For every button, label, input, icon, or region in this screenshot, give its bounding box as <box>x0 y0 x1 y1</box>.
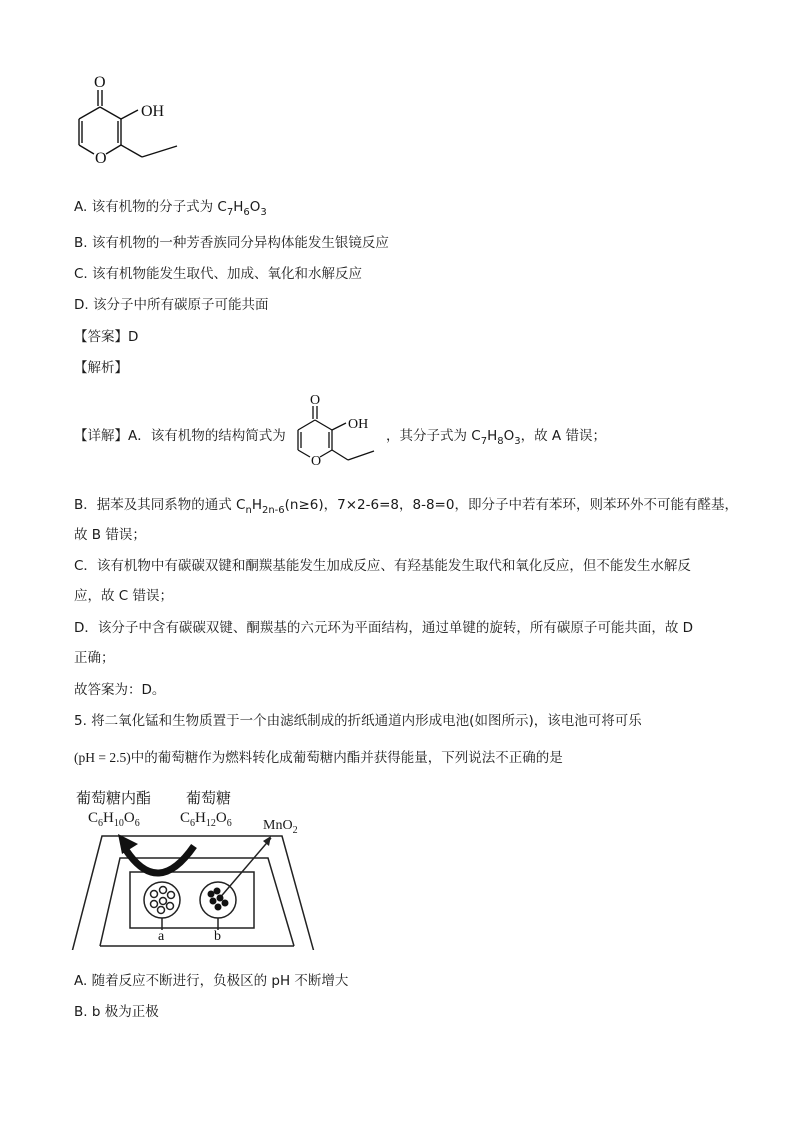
detail-d-line2: 正确； <box>74 650 115 666</box>
carbonyl-oxygen: O <box>94 74 106 91</box>
electrode-b-label: b <box>214 929 221 944</box>
detail-a-post: ，其分子式为 $C_7H_8O_3$，故 A 错误； <box>386 428 606 447</box>
question-5-line1: 5. 将二氧化锰和生物质置于一个由滤纸制成的折纸通道内形成电池(如图所示)，该电池可将可乐 <box>74 713 642 729</box>
formula-glucose: $C_6H_{12}O_6$ <box>180 810 232 829</box>
inline-ring-oxygen: O <box>311 454 322 469</box>
detail-a-pre: 【详解】A．该有机物的结构简式为 <box>74 428 286 444</box>
detail-c-line2: 应，故 C 错误； <box>74 588 174 604</box>
conclusion-line: 故答案为：D。 <box>74 682 166 698</box>
detail-b-line2: 故 B 错误； <box>74 527 146 543</box>
answer-line: 【答案】D <box>74 329 139 345</box>
detail-c-line1: C．该有机物中有碳碳双键和酮羰基能发生加成反应、有羟基能发生取代和氧化反应，但不能发生水解反 <box>74 558 691 574</box>
label-glucose: 葡萄糖 <box>186 789 232 807</box>
question-5-line2: (pH = 2.5)中的葡萄糖作为燃料转化成葡萄糖内酯并获得能量，下列说法不正确的是 <box>74 750 563 766</box>
formula-glucose-lactone: $C_6H_{10}O_6$ <box>88 810 140 829</box>
option-b: B. 该有机物的一种芳香族同分异构体能发生银镜反应 <box>74 235 389 251</box>
detail-b-line1: B．据苯及其同系物的通式 $C_nH_{2n-6}(n\ge 6)$，7×2-6=8，8-8=0，即分子中若有苯环，则苯环外不可能有醛基， <box>74 497 738 516</box>
molecule-structure-inline <box>288 390 388 475</box>
option-a: A. 该有机物的分子式为 $C_7H_6O_3$ <box>74 199 267 218</box>
analysis-label: 【解析】 <box>74 360 128 376</box>
electrode-a-label: a <box>158 929 165 944</box>
label-glucose-lactone: 葡萄糖内酯 <box>76 789 152 807</box>
ring-oxygen: O <box>95 150 107 167</box>
molecule-structure <box>66 70 196 180</box>
q5-option-a: A. 随着反应不断进行，负极区的 pH 不断增大 <box>74 973 349 989</box>
q5-option-b: B. b 极为正极 <box>74 1004 159 1020</box>
label-mno2: MnO$_2$ <box>263 818 298 836</box>
ph-condition: (pH = 2.5) <box>74 750 131 765</box>
option-d: D. 该分子中所有碳原子可能共面 <box>74 297 269 313</box>
detail-d-line1: D．该分子中含有碳碳双键、酮羰基的六元环为平面结构，通过单键的旋转，所有碳原子可能共面，故 D <box>74 620 694 636</box>
option-c: C. 该有机物能发生取代、加成、氧化和水解反应 <box>74 266 363 282</box>
inline-carbonyl-oxygen: O <box>310 393 321 408</box>
inline-hydroxyl-label: OH <box>348 417 369 432</box>
hydroxyl-label: OH <box>141 103 165 120</box>
